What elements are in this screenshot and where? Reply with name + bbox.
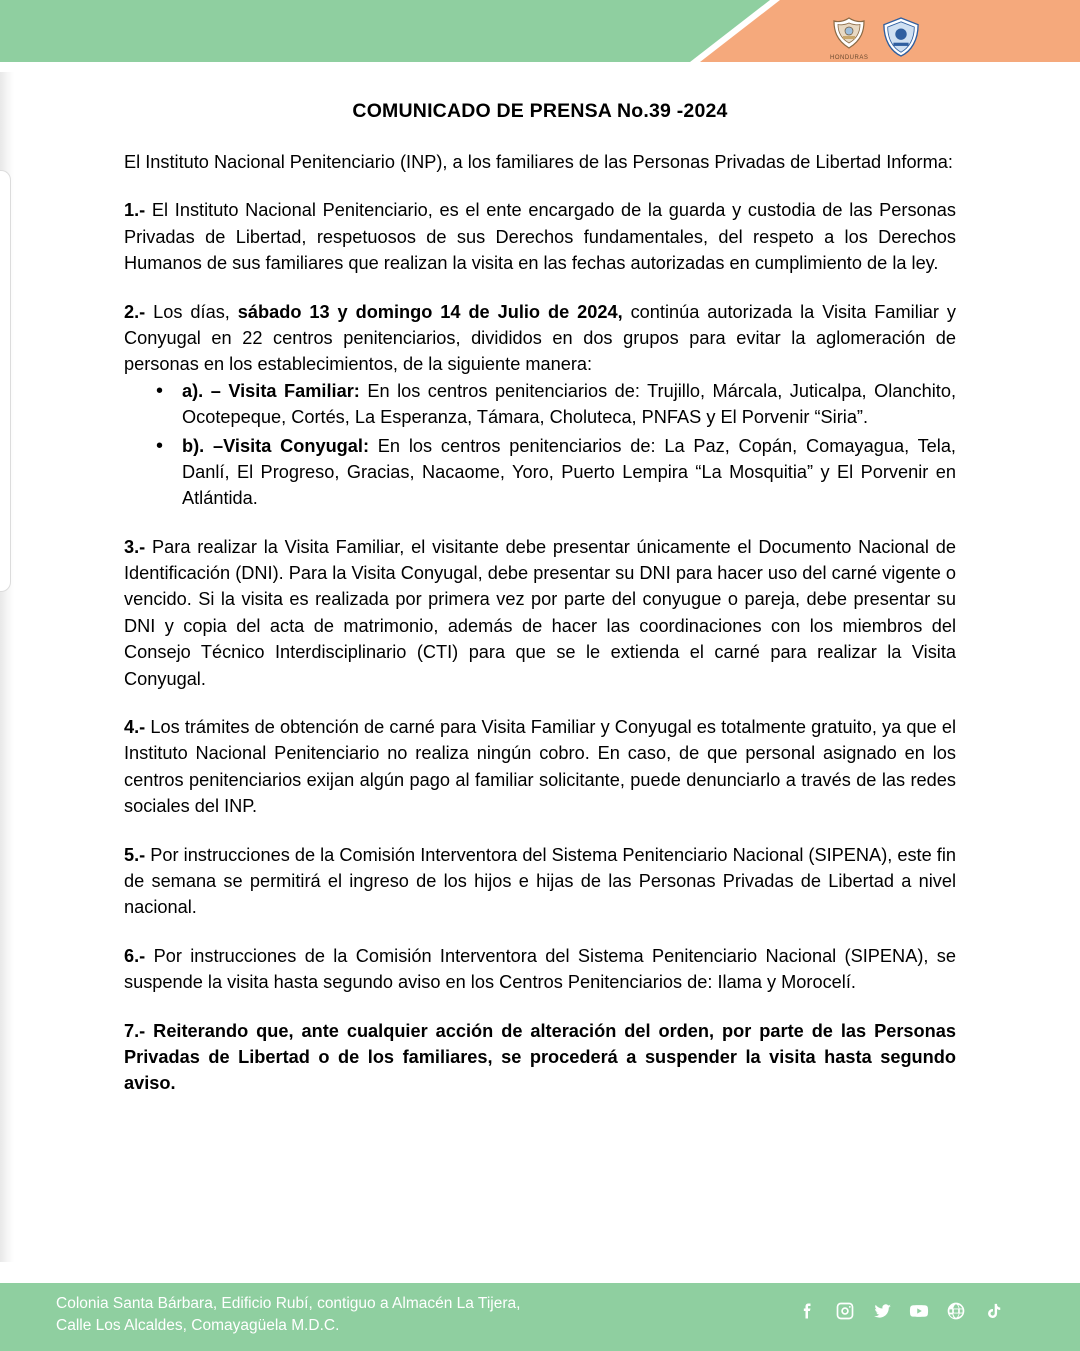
banner-white-strip <box>0 62 1080 72</box>
social-links <box>796 1299 1005 1323</box>
clause-3-number: 3.- <box>124 536 146 557</box>
government-crest-icon <box>830 12 868 54</box>
government-crest-wrap <box>830 12 868 61</box>
footer-address <box>56 1293 756 1338</box>
clause-2-lead: Los días, <box>145 301 238 322</box>
header-banner <box>0 0 1080 72</box>
clause-2-dates: sábado 13 y domingo 14 de Julio de 2024, <box>237 301 623 322</box>
clause-5 <box>124 842 956 921</box>
banner-green-shape <box>0 0 770 62</box>
visita-conyugal-label: b). –Visita Conyugal: <box>182 435 370 456</box>
clause-1 <box>124 197 956 276</box>
clause-4 <box>124 714 956 820</box>
page-edge-notch <box>0 170 11 592</box>
footer-address-line2: Calle Los Alcaldes, Comayagüela M.D.C. <box>56 1317 340 1335</box>
footer-address-line1: Colonia Santa Bárbara, Edificio Rubí, contiguo a Almacén La Tijera, <box>56 1295 521 1312</box>
twitter-icon[interactable] <box>870 1299 894 1323</box>
visita-conyugal-text: En los centros penitenciarios de: La Paz, Copán, Comayagua, Tela, Danlí, El Progreso, Gracias, Nacaome, Yoro, Puerto Lempira “La Mosquitia” y El Porvenir en Atlántida. <box>182 435 956 509</box>
visita-familiar-label: a). – Visita Familiar: <box>182 380 360 401</box>
inp-logo-icon <box>882 16 920 58</box>
instagram-icon[interactable] <box>833 1299 857 1323</box>
clause-3-text: Para realizar la Visita Familiar, el visitante debe presentar únicamente el Documento Nacional de Identificación (DNI). Para la Visita Conyugal, debe presentar su DNI para hacer uso del carné vigente o vencido. Si la visita es realizada por primera vez por parte del conyugue o pareja, debe presentar su DNI y copia del acta de matrimonio, además de hacer las coordinaciones con los miembros del Consejo Técnico Interdisciplinario (CTI) para que se le extienda el carné para realizar la Visita Conyugal. <box>124 536 956 689</box>
website-icon[interactable] <box>944 1299 968 1323</box>
clause-1-number: 1.- <box>124 200 146 221</box>
visit-groups-list <box>124 378 956 512</box>
clause-7 <box>124 1018 956 1097</box>
tiktok-icon[interactable] <box>981 1299 1005 1323</box>
footer-bar <box>0 1283 1080 1351</box>
clause-6-text: Por instrucciones de la Comisión Interventora del Sistema Penitenciario Nacional (SIPENA), se suspende la visita hasta segundo aviso en los Centros Penitenciarios de: Ilama y Morocelí. <box>124 945 956 993</box>
youtube-icon[interactable] <box>907 1299 931 1323</box>
list-item-visita-familiar <box>182 378 956 431</box>
clause-4-text: Los trámites de obtención de carné para Visita Familiar y Conyugal es totalmente gratuito, ya que el Instituto Nacional Penitenciario no realiza ningún cobro. En caso, de que personal asignado en los centros penitenciarios exijan algún pago al familiar solicitante, puede denunciarlo a través de las redes sociales del INP. <box>124 717 956 817</box>
clause-1-text: El Instituto Nacional Penitenciario, es el ente encargado de la guarda y custodia de las Personas Privadas de Libertad, respetuosos de sus Derechos fundamentales, del respeto a los Derechos Humanos de sus familiares que realizan la visita en las fechas autorizadas en cumplimiento de la ley. <box>124 200 956 274</box>
clause-6 <box>124 943 956 996</box>
clause-2 <box>124 299 956 378</box>
clause-6-number: 6.- <box>124 945 146 966</box>
visita-familiar-text: En los centros penitenciarios de: Trujillo, Márcala, Juticalpa, Olanchito, Ocotepeque, Cortés, La Esperanza, Támara, Choluteca, PNFAS y El Porvenir “Siria”. <box>182 380 956 428</box>
crest-caption: HONDURAS <box>830 55 869 61</box>
clause-2-number: 2.- <box>124 301 146 322</box>
clause-5-number: 5.- <box>124 844 146 865</box>
institutional-logos <box>830 12 920 61</box>
page-title: COMUNICADO DE PRENSA No.39 -2024 <box>352 100 728 122</box>
clause-7-text: Reiterando que, ante cualquier acción de alteración del orden, por parte de las Personas Privadas de Libertad o de los familiares, se procederá a suspender la visita hasta segundo aviso. <box>124 1020 956 1094</box>
clause-5-text: Por instrucciones de la Comisión Interventora del Sistema Penitenciario Nacional (SIPENA), este fin de semana se permitirá el ingreso de los hijos e hijas de las Personas Privadas de Libertad a nivel nacional. <box>124 844 956 918</box>
facebook-icon[interactable] <box>796 1299 820 1323</box>
document-body <box>124 100 956 1097</box>
clause-4-number: 4.- <box>124 717 146 738</box>
intro-paragraph: El Instituto Nacional Penitenciario (INP), a los familiares de las Personas Privadas de Libertad Informa: <box>124 152 953 172</box>
list-item-visita-conyugal <box>182 433 956 512</box>
clause-2-tail: continúa autorizada la Visita Familiar y Conyugal en 22 centros penitenciarios, divididos en dos grupos para evitar la aglomeración de personas en los establecimientos, de la siguiente manera: <box>124 301 956 375</box>
clause-3 <box>124 534 956 692</box>
clause-7-number: 7.- <box>124 1020 146 1041</box>
